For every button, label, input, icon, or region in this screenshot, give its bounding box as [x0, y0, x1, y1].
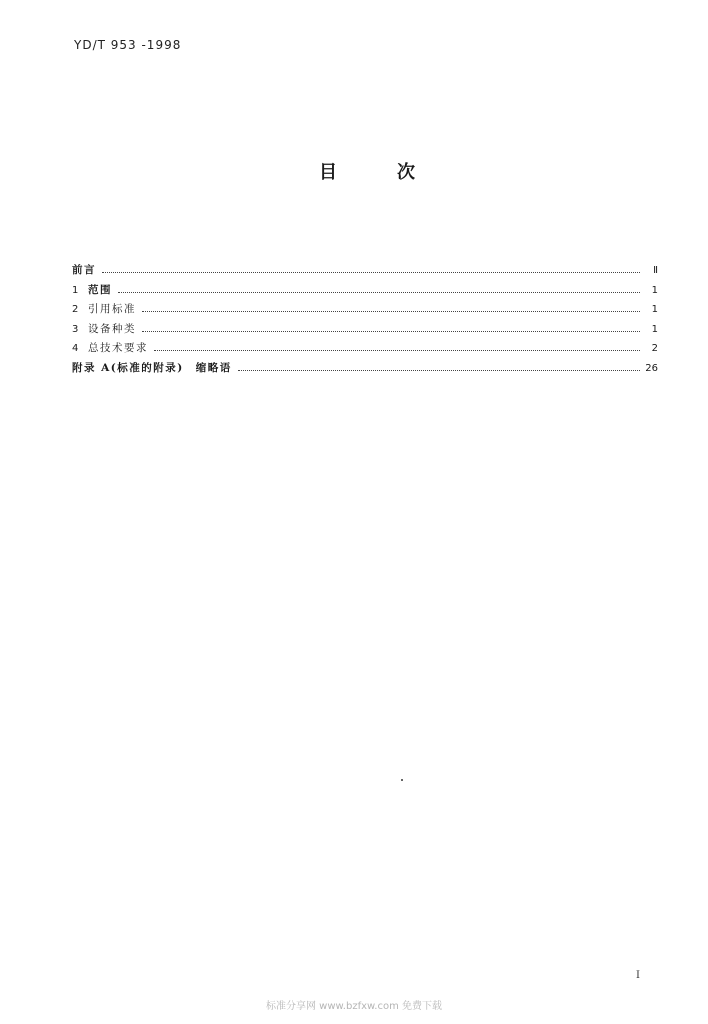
toc-entry-number: 3: [72, 323, 79, 335]
title-char-2: 次: [397, 162, 415, 183]
toc-entry-label: 范围: [88, 283, 112, 296]
watermark-text: 标准分享网 www.bzfxw.com 免费下载: [266, 1001, 442, 1012]
toc-entry-label: 前言: [72, 264, 96, 276]
toc-entry-references[interactable]: [72, 301, 658, 321]
toc-leader-dots: [142, 330, 640, 332]
toc-entry-foreword[interactable]: [72, 262, 658, 282]
toc-entry-page: 26: [645, 362, 658, 374]
toc-entry-equipment-types[interactable]: [72, 321, 658, 341]
toc-leader-dots: [142, 310, 640, 312]
document-code: YD/T 953 -1998: [74, 38, 182, 52]
toc-entry-scope[interactable]: [72, 282, 658, 302]
toc-leader-dots: [102, 271, 640, 273]
toc-leader-dots: [238, 369, 640, 371]
toc-entry-appendix-a[interactable]: [72, 360, 658, 380]
toc-entry-page: 1: [651, 323, 658, 335]
toc-entry-number: 1: [72, 284, 79, 296]
toc-entry-page: 1: [651, 284, 658, 296]
toc-entry-number: 4: [72, 343, 79, 354]
toc-entry-label: 设备种类: [88, 322, 136, 335]
toc-entry-number: 2: [72, 304, 79, 315]
toc-leader-dots: [154, 349, 640, 351]
page-title: [0, 158, 708, 184]
toc-entry-label: 附录 A(标准的附录) 缩略语: [72, 361, 232, 374]
scan-speck: [401, 779, 403, 781]
table-of-contents: [72, 262, 658, 379]
toc-entry-page: 1: [651, 304, 658, 315]
toc-entry-page: 2: [651, 343, 658, 354]
title-char-1: 目: [319, 162, 337, 183]
page-number: I: [636, 970, 640, 981]
toc-entry-page: Ⅱ: [653, 265, 658, 276]
toc-entry-label: 总技术要求: [88, 342, 148, 354]
toc-entry-general-requirements[interactable]: [72, 340, 658, 360]
toc-entry-label: 引用标准: [88, 303, 136, 315]
toc-leader-dots: [118, 291, 640, 293]
